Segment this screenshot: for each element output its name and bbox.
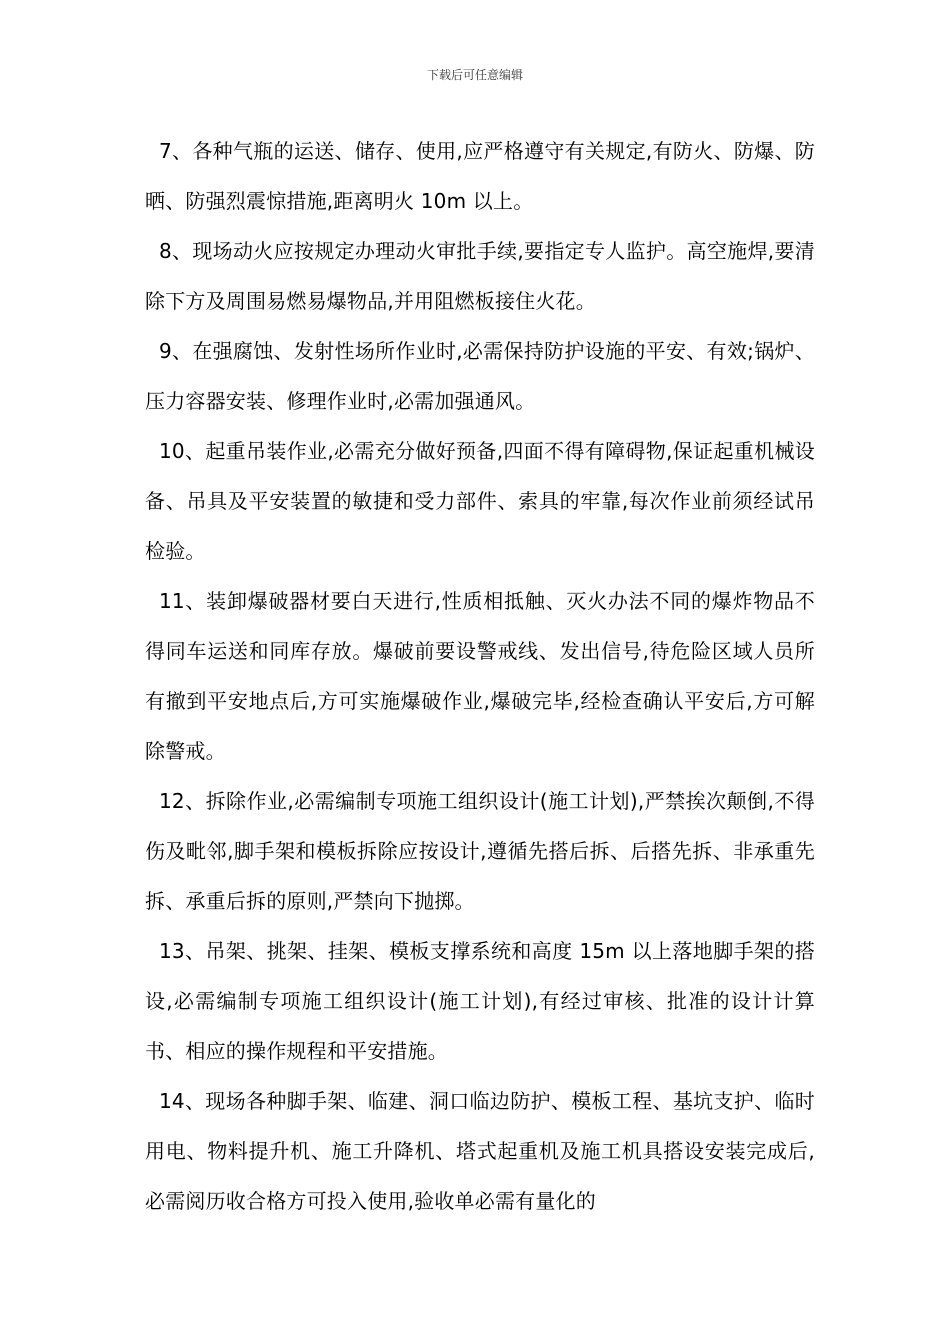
page-header: 下载后可任意编辑 — [426, 68, 523, 82]
paragraph-12: 12、拆除作业,必需编制专项施工组织设计(施工计划),严禁挨次颠倒,不得伤及毗邻,脚手架和模板拆除应按设计,遵循先搭后拆、后搭先拆、非承重先拆、承重后拆的原则,严禁向下抛掷。 — [145, 789, 815, 913]
paragraph-8: 8、现场动火应按规定办理动火审批手续,要指定专人监护。高空施焊,要清除下方及周围易燃易爆物品,并用阻燃板接住火花。 — [145, 239, 815, 313]
paragraph-14: 14、现场各种脚手架、临建、洞口临边防护、模板工程、基坑支护、临时用电、物料提升机、施工升降机、塔式起重机及施工机具搭设安装完成后,必需阅历收合格方可投入使用,验收单必需有量化的 — [145, 1089, 815, 1213]
document-body — [145, 126, 815, 1226]
paragraph-13: 13、吊架、挑架、挂架、模板支撑系统和高度 15m 以上落地脚手架的搭设,必需编制专项施工组织设计(施工计划),有经过审核、批准的设计计算书、相应的操作规程和平安措施。 — [145, 939, 815, 1063]
paragraph-11: 11、装卸爆破器材要白天进行,性质相抵触、灭火办法不同的爆炸物品不得同车运送和同库存放。爆破前要设警戒线、发出信号,待危险区域人员所有撤到平安地点后,方可实施爆破作业,爆破完毕,经检查确认平安后,方可解除警戒。 — [145, 589, 815, 763]
paragraph-7: 7、各种气瓶的运送、储存、使用,应严格遵守有关规定,有防火、防爆、防晒、防强烈震惊措施,距离明火 10m 以上。 — [145, 139, 815, 213]
paragraph-10: 10、起重吊装作业,必需充分做好预备,四面不得有障碍物,保证起重机械设备、吊具及平安装置的敏捷和受力部件、索具的牢靠,每次作业前须经试吊检验。 — [145, 439, 815, 563]
paragraph-9: 9、在强腐蚀、发射性场所作业时,必需保持防护设施的平安、有效;锅炉、压力容器安装、修理作业时,必需加强通风。 — [145, 339, 815, 413]
